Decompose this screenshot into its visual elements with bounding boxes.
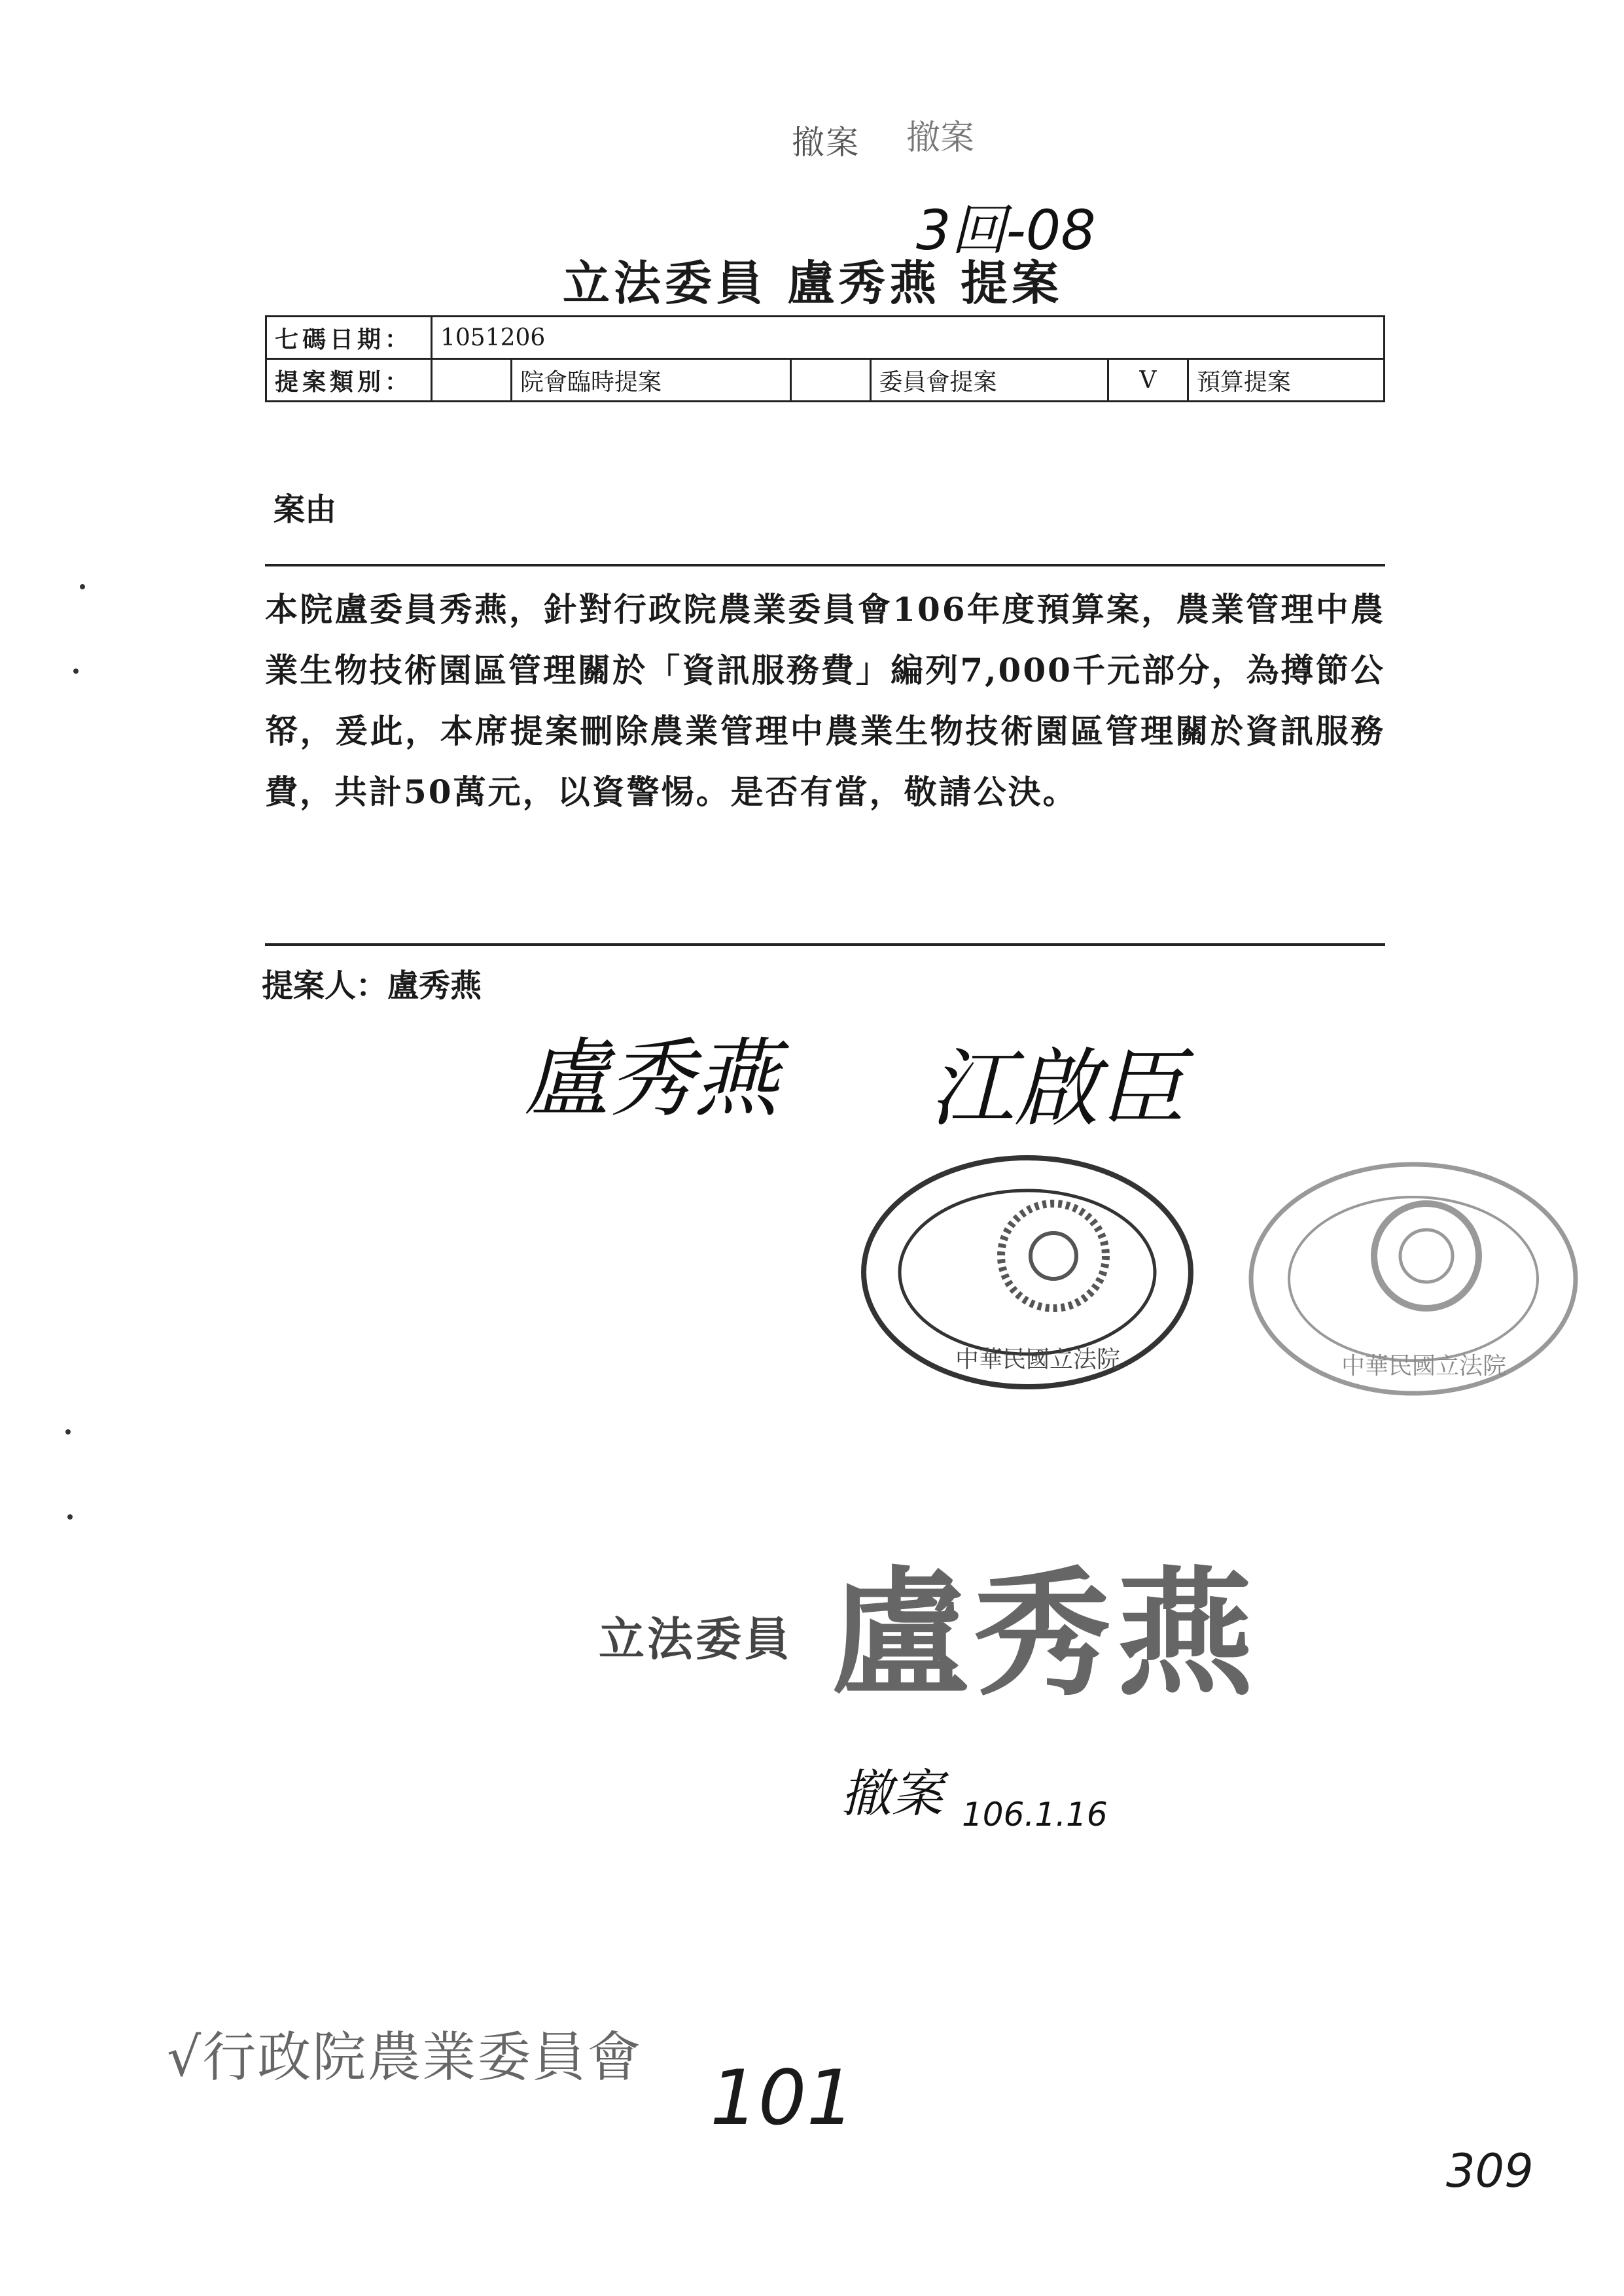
type-row <box>266 359 1385 402</box>
reason-top-rule <box>265 564 1385 566</box>
reason-text: 本院盧委員秀燕，針對行政院農業委員會106年度預算案，農業管理中農業生物技術園區管理關於「資訊服務費」編列7,000千元部分，為撙節公帑，爰此，本席提案刪除農業管理中農業生物技術園區管理關於資訊服務費，共計50萬元，以資警惕。是否有當，敬請公決。 <box>265 590 1385 811</box>
type-checkbox-3: V <box>1108 359 1188 402</box>
scan-speck <box>67 1514 73 1520</box>
type-label: 提案類別： <box>266 359 432 402</box>
name-seal-name: 盧秀燕 <box>831 1553 1260 1714</box>
proposal-info-table <box>265 315 1385 402</box>
signature-1: 盧秀燕 <box>523 1029 779 1128</box>
official-seal-2 <box>1243 1155 1583 1403</box>
agency-stamp: √行政院農業委員會 <box>167 2026 643 2089</box>
date-row <box>266 317 1385 359</box>
date-label: 七碼日期： <box>266 317 432 359</box>
type-option-2: 委員會提案 <box>870 359 1108 402</box>
signature-2: 江啟臣 <box>929 1039 1185 1138</box>
date-value: 1051206 <box>432 317 1385 359</box>
page-number: 309 <box>1446 2144 1534 2198</box>
type-checkbox-1 <box>432 359 512 402</box>
reason-label: 案由 <box>274 491 337 528</box>
type-checkbox-2 <box>790 359 870 402</box>
official-seal-1 <box>857 1151 1197 1393</box>
name-seal-label: 立法委員 <box>599 1612 792 1666</box>
handwritten-reference: 3回-08 <box>916 198 1096 262</box>
handwritten-withdraw-date: 106.1.16 <box>962 1796 1108 1834</box>
type-option-1: 院會臨時提案 <box>512 359 791 402</box>
handwritten-withdraw: 撤案 <box>841 1765 944 1824</box>
scan-speck <box>80 584 85 589</box>
scan-speck <box>73 669 79 674</box>
withdraw-stamp: 撤案 <box>792 124 860 162</box>
seal-1-text: 中華民國立法院 <box>955 1346 1121 1373</box>
scan-speck <box>65 1429 71 1435</box>
type-option-3: 預算提案 <box>1188 359 1384 402</box>
reason-bottom-rule <box>265 943 1385 946</box>
handwritten-number: 101 <box>710 2054 855 2142</box>
proposer-label: 提案人：盧秀燕 <box>262 967 482 1004</box>
seal-2-text: 中華民國立法院 <box>1341 1353 1507 1380</box>
document-title: 立法委員 盧秀燕 提案 <box>563 255 1063 311</box>
withdraw-stamp-secondary: 撤案 <box>906 118 975 158</box>
